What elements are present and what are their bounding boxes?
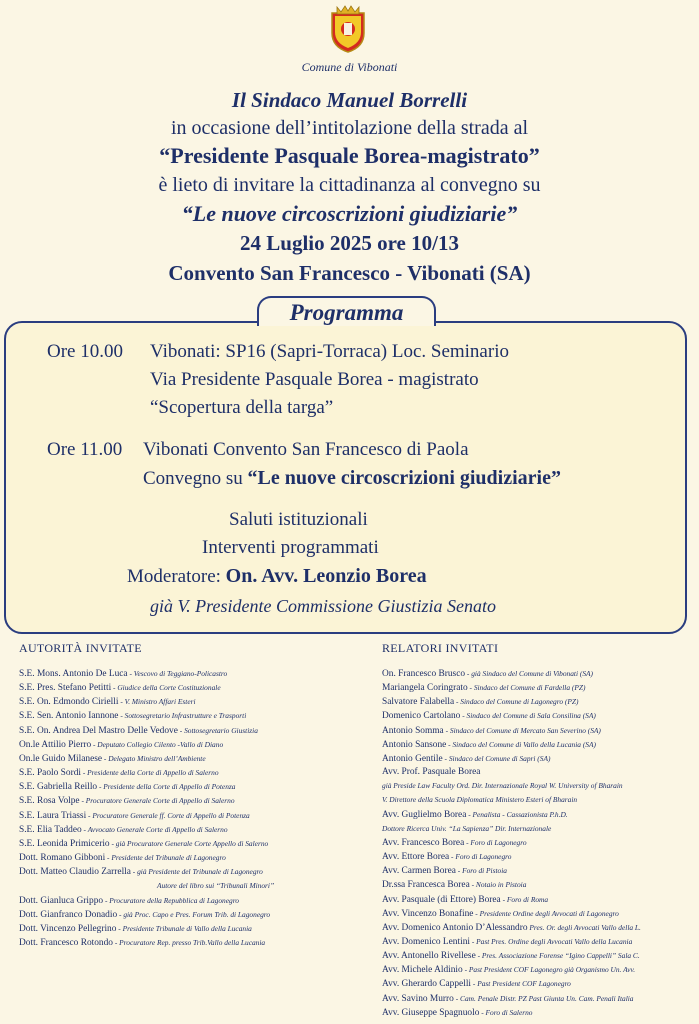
list-item [19, 780, 274, 794]
person-name: On.le Attilio Pierro [19, 739, 92, 750]
list-item [19, 752, 274, 766]
person-role: - Sindaco del Comune di Fardella (PZ) [467, 683, 586, 693]
person-role: - Presidente del Tribunale di Lagonegro [105, 853, 226, 863]
person-role: - Foro di Roma [500, 894, 549, 904]
person-name: S.E. Paolo Sordi [19, 768, 81, 779]
list-item [19, 667, 274, 681]
list-item [382, 907, 641, 921]
list-item [382, 822, 641, 836]
person-name: S.E. Leonida Primicerio [19, 838, 110, 849]
strada-line: “Presidente Pasquale Borea-magistrato” [159, 143, 540, 168]
list-item [19, 837, 274, 851]
list-item [19, 865, 274, 879]
moderatore-name: On. Avv. Leonzio Borea [225, 565, 427, 587]
list-item [19, 894, 274, 908]
person-role: già Preside Law Faculty Ord. Dir. Internazionale Royal W. University of Bharain [382, 781, 623, 791]
person-name: S.E. Mons. Antonio De Luca [19, 669, 128, 679]
person-role: - Giudice della Corte Costituzionale [111, 683, 221, 693]
event-date: 24 Luglio 2025 ore 10/13 [240, 231, 459, 255]
list-item [19, 681, 274, 695]
person-role: - Sottosegretario Giustizia [177, 725, 258, 735]
list-item [19, 809, 274, 823]
item1-line3: “Scopertura della targa” [150, 397, 334, 418]
person-role: - Deputato Collegio Cilento -Vallo di Diano [91, 739, 224, 749]
person-name: S.E. Sen. Antonio Iannone [19, 711, 119, 722]
list-item [382, 836, 641, 850]
list-item [382, 977, 641, 991]
list-item [382, 935, 641, 949]
person-name: S.E. Elia Taddeo [19, 824, 82, 835]
list-item [382, 949, 641, 963]
person-role: - Vescovo di Teggiano-Policastro [127, 669, 228, 678]
list-item [19, 936, 274, 950]
list-item [382, 864, 641, 878]
person-name: Avv. Vincenzo Bonafine [382, 908, 474, 919]
person-name: Dott. Romano Gibboni [19, 853, 106, 864]
person-role: - V. Ministro Affari Esteri [118, 697, 196, 707]
person-name: S.E. On. Andrea Del Mastro Delle Vedove [19, 725, 178, 736]
item1-line2: Via Presidente Pasquale Borea - magistrato [150, 369, 479, 390]
sindaco-line: Il Sindaco Manuel Borrelli [231, 88, 468, 112]
person-name: Avv. Antonello Rivellese [382, 951, 476, 962]
person-role: - già Presidente del Tribunale di Lagonegro [130, 867, 263, 877]
person-role: - Penalista - Cassazionista P.h.D. [466, 809, 568, 819]
person-name: Salvatore Falabella [382, 697, 455, 708]
person-name: Avv. Prof. Pasquale Borea [382, 767, 481, 778]
list-item [382, 850, 641, 864]
list-item [382, 808, 641, 822]
convegno-title: “Le nuove circoscrizioni giudiziarie” [181, 201, 518, 226]
list-item [382, 1006, 641, 1020]
item2-time: Ore 11.00 [47, 439, 123, 460]
person-name: S.E. On. Edmondo Cirielli [19, 697, 119, 708]
person-name: Dott. Gianluca Grippo [19, 895, 104, 906]
person-role: - Delegato Ministro dell’Ambiente [102, 753, 206, 763]
person-name: Dott. Matteo Claudio Zarrella [19, 867, 131, 878]
person-name: Avv. Domenico Lentini [382, 936, 470, 947]
moderatore-label: Moderatore: [127, 566, 226, 587]
item2-line2-title: “Le nuove circoscrizioni giudiziarie” [247, 467, 561, 489]
person-role: - Foro di Lagonegro [464, 837, 527, 847]
person-name: Domenico Cartolano [382, 711, 461, 722]
list-item [19, 879, 274, 893]
person-role: - Presidente della Corte di Appello di Potenza [97, 782, 236, 792]
person-role: - già Procuratore Generale Corte Appello di Salerno [109, 838, 269, 848]
person-role: Dottore Ricerca Univ. “La Sapienza” Dir. Internazionale [382, 823, 552, 833]
person-name: Avv. Guglielmo Borea [382, 809, 467, 820]
person-role: - già Proc. Capo e Pres. Forum Trib. di Lagonegro [117, 909, 271, 919]
list-item [19, 922, 274, 936]
list-item [382, 793, 641, 807]
person-name: Avv. Pasquale (di Ettore) Borea [382, 894, 501, 905]
list-item [19, 851, 274, 865]
list-item [19, 738, 274, 752]
person-name: S.E. Gabriella Reillo [19, 782, 98, 793]
person-role: - Pres. Associazione Forense “Igino Cappelli” Sala C. [475, 951, 640, 961]
person-name: Avv. Domenico Antonio D’Alessandro [382, 922, 528, 933]
moderatore-line [127, 565, 427, 588]
list-item [382, 738, 641, 752]
person-role: - già Sindaco del Comune di Vibonati (SA) [465, 669, 594, 678]
person-name: Avv. Carmen Borea [382, 866, 456, 877]
item2-line2-prefix: Convegno su [143, 468, 248, 489]
comune-crest-emblem [329, 5, 367, 53]
person-role: - Sindaco del Comune di Vallo della Lucania (SA) [446, 739, 596, 749]
person-name: Avv. Gherardo Cappelli [382, 979, 472, 990]
person-name: On.le Guido Milanese [19, 753, 103, 764]
list-item [19, 794, 274, 808]
item2-line1: Vibonati Convento San Francesco di Paola [143, 439, 469, 460]
person-name: S.E. Pres. Stefano Petitti [19, 683, 112, 694]
list-item [382, 893, 641, 907]
person-role: - Procuratore Generale Corte di Appello di Salerno [79, 796, 235, 806]
programma-title: Programma [257, 296, 436, 326]
person-name: Antonio Gentile [382, 753, 443, 764]
person-name: Dott. Francesco Rotondo [19, 937, 113, 948]
moderatore-role: già V. Presidente Commissione Giustizia Senato [150, 596, 496, 616]
person-role: - Notaio in Pistoia [469, 880, 527, 890]
person-role: - Procuratore della Repubblica di Lagonegro [103, 895, 239, 905]
autorita-title: AUTORITÀ INVITATE [19, 641, 142, 655]
list-item [382, 779, 641, 793]
comune-label: Comune di Vibonati [301, 60, 398, 74]
autorita-list [19, 667, 274, 950]
person-role: - Past Pres. Ordine degli Avvocati Vallo della Lucania [470, 936, 633, 946]
list-item [19, 908, 274, 922]
saluti-line: Saluti istituzionali [229, 509, 368, 530]
person-name: S.E. Laura Triassi [19, 810, 87, 821]
person-role: V. Direttore della Scuola Diplomatica Ministero Esteri of Bharain [382, 795, 578, 805]
list-item [19, 724, 274, 738]
list-item [382, 681, 641, 695]
person-role: - Foro di Salerno [479, 1007, 533, 1017]
person-role: Pres. Or. degli Avvocati Vallo della L. [527, 922, 641, 932]
person-role: - Procuratore Generale ff. Corte di Appello di Potenza [86, 810, 250, 820]
person-name: Avv. Giuseppe Spagnuolo [382, 1007, 480, 1018]
person-name: Dott. Gianfranco Donadio [19, 909, 118, 920]
list-item [382, 752, 641, 766]
person-role: - Cam. Penale Distr. PZ Past Giunta Un. Cam. Penali Italia [453, 993, 634, 1003]
person-role: - Presidente Ordine degli Avvocati di Lagonegro [473, 908, 619, 918]
item1-line1: Vibonati: SP16 (Sapri-Torraca) Loc. Seminario [150, 341, 509, 362]
person-role: - Presidente Tribunale di Vallo della Lucania [116, 923, 252, 933]
person-name: Avv. Francesco Borea [382, 837, 465, 848]
person-name: Antonio Sansone [382, 739, 447, 750]
person-role: - Foro di Pistoia [455, 866, 507, 876]
person-role: - Avvocato Generale Corte di Appello di Salerno [81, 824, 228, 834]
list-item [382, 667, 641, 681]
item1-time: Ore 10.00 [47, 341, 123, 362]
list-item [382, 695, 641, 709]
item2-line2 [143, 467, 561, 490]
list-item [19, 695, 274, 709]
person-role: - Sindaco del Comune di Mercato San Severino (SA) [443, 725, 601, 735]
person-name: Dr.ssa Francesca Borea [382, 880, 470, 891]
list-item [19, 823, 274, 837]
person-name: On. Francesco Brusco [382, 669, 466, 679]
person-role: - Sindaco del Comune di Sala Consilina (SA) [460, 711, 596, 721]
person-name: Dott. Vincenzo Pellegrino [19, 923, 117, 934]
person-name: Avv. Michele Aldinio [382, 965, 463, 976]
person-name: Antonio Somma [382, 725, 444, 736]
list-item [19, 709, 274, 723]
person-role: - Sindaco del Comune di Sapri (SA) [442, 753, 551, 763]
relatori-list [382, 667, 641, 1020]
occasione-line: in occasione dell’intitolazione della strada al [170, 117, 529, 139]
relatori-title: RELATORI INVITATI [382, 641, 499, 655]
person-role: - Sottosegretario Infrastrutture e Trasporti [118, 711, 247, 721]
person-name: Mariangela Coringrato [382, 683, 468, 694]
person-role: Autore del libro sui ‘‘Tribunali Minori’’ [157, 881, 275, 891]
person-role: - Procuratore Rep. presso Trib.Vallo della Lucania [113, 937, 266, 947]
person-name: S.E. Rosa Volpe [19, 796, 80, 807]
list-item [382, 921, 641, 935]
list-item [382, 766, 641, 779]
list-item [19, 766, 274, 780]
person-name: Avv. Ettore Borea [382, 852, 450, 863]
list-item [382, 724, 641, 738]
interventi-line: Interventi programmati [202, 537, 379, 558]
person-role: - Presidente della Corte di Appello di Salerno [81, 768, 219, 778]
person-role: - Past President COF Lagonegro già Organismo Un. Avv. [462, 965, 636, 975]
list-item [382, 878, 641, 892]
list-item [382, 992, 641, 1006]
list-item [382, 963, 641, 977]
person-name: Avv. Savino Murro [382, 993, 454, 1004]
person-role: - Past President COF Lagonegro [471, 979, 571, 989]
person-role: - Foro di Lagonegro [449, 852, 512, 862]
event-venue: Convento San Francesco - Vibonati (SA) [168, 261, 531, 285]
person-role: - Sindaco del Comune di Lagonegro (PZ) [454, 697, 579, 707]
list-item [382, 709, 641, 723]
invito-line: è lieto di invitare la cittadinanza al convegno su [158, 174, 541, 196]
